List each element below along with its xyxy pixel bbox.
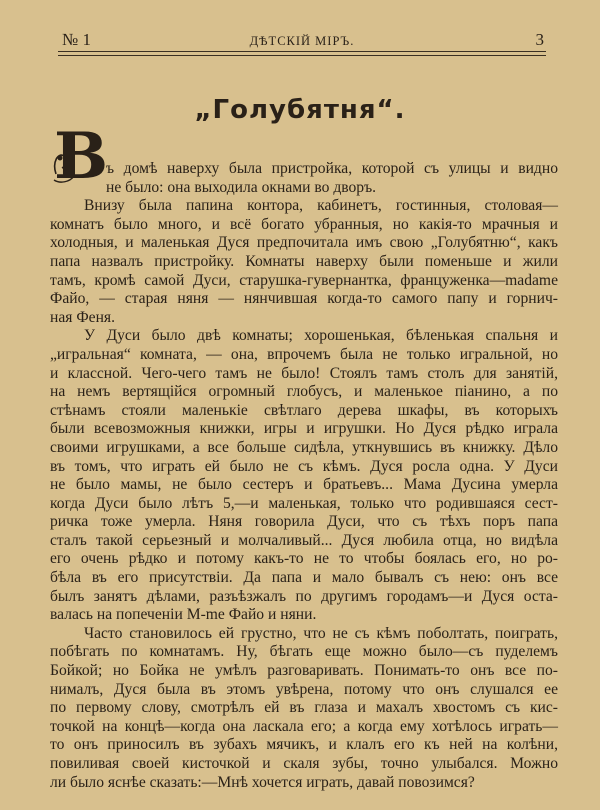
text-line: валась на попеченіи M-me Файо и няни. bbox=[50, 606, 317, 624]
text-line: повиливая своей кисточкой и скаля зубы, точно улыбался. Можно bbox=[50, 755, 558, 772]
story-body bbox=[50, 160, 558, 792]
text-line: въ томъ, что играть ей было не съ кѣмъ. Дуся росла одна. У Дуси bbox=[50, 457, 558, 475]
text-line: не было: она выходила окнами во дворъ. bbox=[106, 178, 377, 196]
text-line: побѣгать по комнатамъ. Ну, бѣгать еще можно было—съ пуделемъ bbox=[50, 643, 558, 661]
story-title: „Голубятня“. bbox=[194, 95, 406, 125]
text-line: сталъ такой серьезный и молчаливый... Дуся любила отца, но видѣла bbox=[50, 531, 558, 549]
text-line: его очень рѣдко и потому какъ-то не то чтобы боялась его, но ро- bbox=[50, 550, 558, 568]
text-line: не было мамы, не было сестеръ и братьевъ... Мама Дусина умерла bbox=[50, 476, 558, 494]
text-line: и классной. Чего-чего тамъ не было! Стоялъ тамъ столъ для занятій, bbox=[50, 364, 558, 382]
text-line: холодныя, и маленькая Дуся предпочитала имъ свою „Голубятню“, какъ bbox=[50, 234, 558, 252]
text-line: Бойкой; но Бойка не умѣлъ разговаривать. Понимать-то онъ все по- bbox=[50, 662, 558, 680]
text-line: стѣнамъ стояли маленькіе свѣтлаго дерева шкафы, въ которыхъ bbox=[50, 401, 558, 419]
text-line: „игральная“ комната, — она, впрочемъ была не только игральной, но bbox=[50, 345, 558, 363]
text-line: тамъ, кромѣ самой Дуси, старушка-гувернантка, француженка—madame bbox=[50, 271, 558, 289]
text-line: бѣла въ его присутствіи. Да папа и мало бывалъ съ нею: онъ все bbox=[50, 569, 558, 587]
text-line: комнатъ было много, и всё богато убранныя, но какія-то мрачныя и bbox=[50, 215, 558, 233]
text-line: Файо, — старая няня — нянчившая когда-то самого папу и горнич- bbox=[50, 290, 558, 308]
text-line: папа назвалъ пристройку. Комнаты наверху были поменьше и жили bbox=[50, 252, 558, 270]
text-line: У Дуси было двѣ комнаты; хорошенькая, бѣленькая спальня и bbox=[84, 327, 558, 345]
issue-number: № 1 bbox=[62, 30, 91, 49]
magazine-name: ДѢТСКІЙ МІРЪ. bbox=[249, 34, 355, 48]
text-line: ъ домѣ наверху была пристройка, которой съ улицы и видно bbox=[106, 160, 558, 177]
text-line: Внизу была папина контора, кабинетъ, гостинныя, столовая— bbox=[84, 197, 558, 215]
header-rule-thick bbox=[58, 51, 546, 52]
text-line: по первому слову, смотрѣлъ ей въ глаза и махалъ хвостомъ съ кис- bbox=[50, 699, 558, 717]
text-line: ли было яснѣе сказать:—Мнѣ хочется играть, давай повозимся? bbox=[50, 773, 475, 791]
text-line: были всевозможныя книжки, игры и игрушки. Но Дуся рѣдко играла bbox=[50, 420, 558, 438]
text-line: своими игрушками, а все больше сидѣла, уткнувшись въ книжку. Дѣло bbox=[50, 438, 558, 456]
running-header bbox=[58, 30, 546, 50]
text-line: на немъ вертящійся огромный глобусъ, и маленькое піанино, а по bbox=[50, 383, 558, 401]
text-line: то онъ приносилъ въ зубахъ мячикъ, и клалъ его къ ней на колѣни, bbox=[50, 736, 558, 754]
drop-cap-letter: В bbox=[53, 122, 108, 188]
text-line: Часто становилось ей грустно, что не съ кѣмъ поболтать, поиграть, bbox=[84, 624, 558, 642]
text-line: точкой на концѣ—когда она ласкала его; а когда ему хотѣлось играть— bbox=[50, 717, 558, 735]
text-line: когда Дуси было лѣтъ 5,—и маленькая, только что родившаяся сест- bbox=[50, 494, 558, 512]
header-rule-thin bbox=[58, 55, 546, 56]
page-number: 3 bbox=[535, 30, 544, 49]
text-line: ная Феня. bbox=[50, 308, 115, 326]
text-line: нималъ, Дуся была въ этомъ увѣрена, потому что онъ слушался ее bbox=[50, 680, 558, 698]
text-line: ричка тоже умерла. Няня говорила Дуси, что съ тѣхъ поръ папа bbox=[50, 513, 558, 531]
text-line: былъ занятъ дѣлами, разъѣзжалъ по другимъ городамъ—и Дуся оста- bbox=[50, 587, 558, 605]
